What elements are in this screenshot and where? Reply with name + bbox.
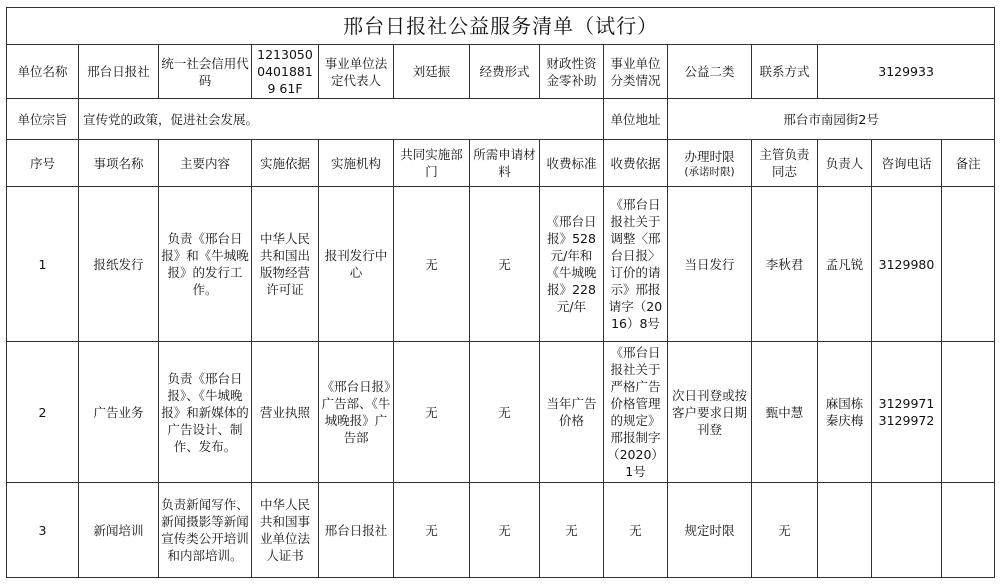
table-row [7,483,995,578]
cell-agency: 《邢台日报》广告部、《牛城晚报》广告部 [319,342,394,483]
cell-person: 麻国栋 秦庆梅 [818,342,872,483]
cell-seq: 2 [7,342,79,483]
purpose-value: 宣传党的政策，促进社会发展。 [79,99,604,140]
service-list-sheet [6,7,994,578]
cell-person: 孟凡锐 [818,187,872,342]
col-time-limit-note: (承诺时限) [684,165,735,178]
cell-joint-dept: 无 [394,187,470,342]
col-person: 负责人 [818,140,872,187]
cell-phone: 3129971 3129972 [872,342,942,483]
col-fee-standard: 收费标准 [540,140,604,187]
cell-basis: 中华人民共和国事业单位法人证书 [252,483,319,578]
col-joint-dept: 共同实施部门 [394,140,470,187]
cell-item-name: 广告业务 [79,342,159,483]
cell-agency: 报刊发行中心 [319,187,394,342]
cell-fee-basis: 《邢台日报社关于严格广告价格管理的规定》邢报制字（2020）1号 [604,342,668,483]
cell-time-limit: 次日刊登或按客户要求日期刊登 [668,342,752,483]
purpose-label: 单位宗旨 [7,99,79,140]
cell-fee-standard: 《邢台日报》528元/年和《牛城晚报》228元/年 [540,187,604,342]
cell-time-limit: 规定时限 [668,483,752,578]
col-supervisor: 主管负责同志 [752,140,818,187]
funding-value: 财政性资金零补助 [540,45,604,99]
legal-rep-label: 事业单位法定代表人 [319,45,394,99]
legal-rep-value: 刘廷振 [394,45,470,99]
cell-basis: 中华人民共和国出版物经营许可证 [252,187,319,342]
cell-content: 负责新闻写作、新闻摄影等新闻宣传类公开培训和内部培训。 [159,483,252,578]
col-content: 主要内容 [159,140,252,187]
col-fee-basis: 收费依据 [604,140,668,187]
cell-supervisor: 甄中慧 [752,342,818,483]
cell-phone [872,483,942,578]
unit-name-label: 单位名称 [7,45,79,99]
col-remarks: 备注 [942,140,995,187]
contact-label: 联系方式 [752,45,818,99]
col-phone: 咨询电话 [872,140,942,187]
col-seq: 序号 [7,140,79,187]
cell-content: 负责《邢台日报》和《牛城晚报》的发行工作。 [159,187,252,342]
cell-materials: 无 [470,342,540,483]
col-materials: 所需申请材料 [470,140,540,187]
funding-label: 经费形式 [470,45,540,99]
unit-name-value: 邢台日报社 [79,45,159,99]
cell-fee-standard: 当年广告价格 [540,342,604,483]
cell-joint-dept: 无 [394,342,470,483]
page-title: 邢台日报社公益服务清单（试行） [7,8,995,45]
cell-fee-standard: 无 [540,483,604,578]
cell-item-name: 新闻培训 [79,483,159,578]
address-label: 单位地址 [604,99,668,140]
cell-supervisor: 李秋君 [752,187,818,342]
cell-joint-dept: 无 [394,483,470,578]
cell-content: 负责《邢台日报》、《牛城晚报》和新媒体的广告设计、制作、发布。 [159,342,252,483]
credit-code-value: 121305004018819 61F [252,45,319,99]
unit-purpose-row [7,99,995,140]
category-label: 事业单位分类情况 [604,45,668,99]
cell-seq: 3 [7,483,79,578]
cell-seq: 1 [7,187,79,342]
column-header-row [7,140,995,187]
col-basis: 实施依据 [252,140,319,187]
cell-phone: 3129980 [872,187,942,342]
cell-materials: 无 [470,187,540,342]
table-row [7,187,995,342]
service-list-table [6,7,995,578]
cell-materials: 无 [470,483,540,578]
cell-supervisor: 无 [752,483,818,578]
cell-time-limit: 当日发行 [668,187,752,342]
cell-fee-basis: 《邢台日报社关于调整〈邢台日报〉订价的请示》邢报请字（2016）8号 [604,187,668,342]
contact-value: 3129933 [818,45,995,99]
cell-fee-basis: 无 [604,483,668,578]
category-value: 公益二类 [668,45,752,99]
cell-agency: 邢台日报社 [319,483,394,578]
cell-person [818,483,872,578]
col-time-limit [668,140,752,187]
table-row [7,342,995,483]
cell-remarks [942,187,995,342]
col-item-name: 事项名称 [79,140,159,187]
col-agency: 实施机构 [319,140,394,187]
cell-item-name: 报纸发行 [79,187,159,342]
unit-info-row [7,45,995,99]
cell-remarks [942,483,995,578]
col-time-limit-label: 办理时限 [684,148,735,164]
credit-code-label: 统一社会信用代码 [159,45,252,99]
cell-remarks [942,342,995,483]
cell-basis: 营业执照 [252,342,319,483]
address-value: 邢台市南园街2号 [668,99,995,140]
